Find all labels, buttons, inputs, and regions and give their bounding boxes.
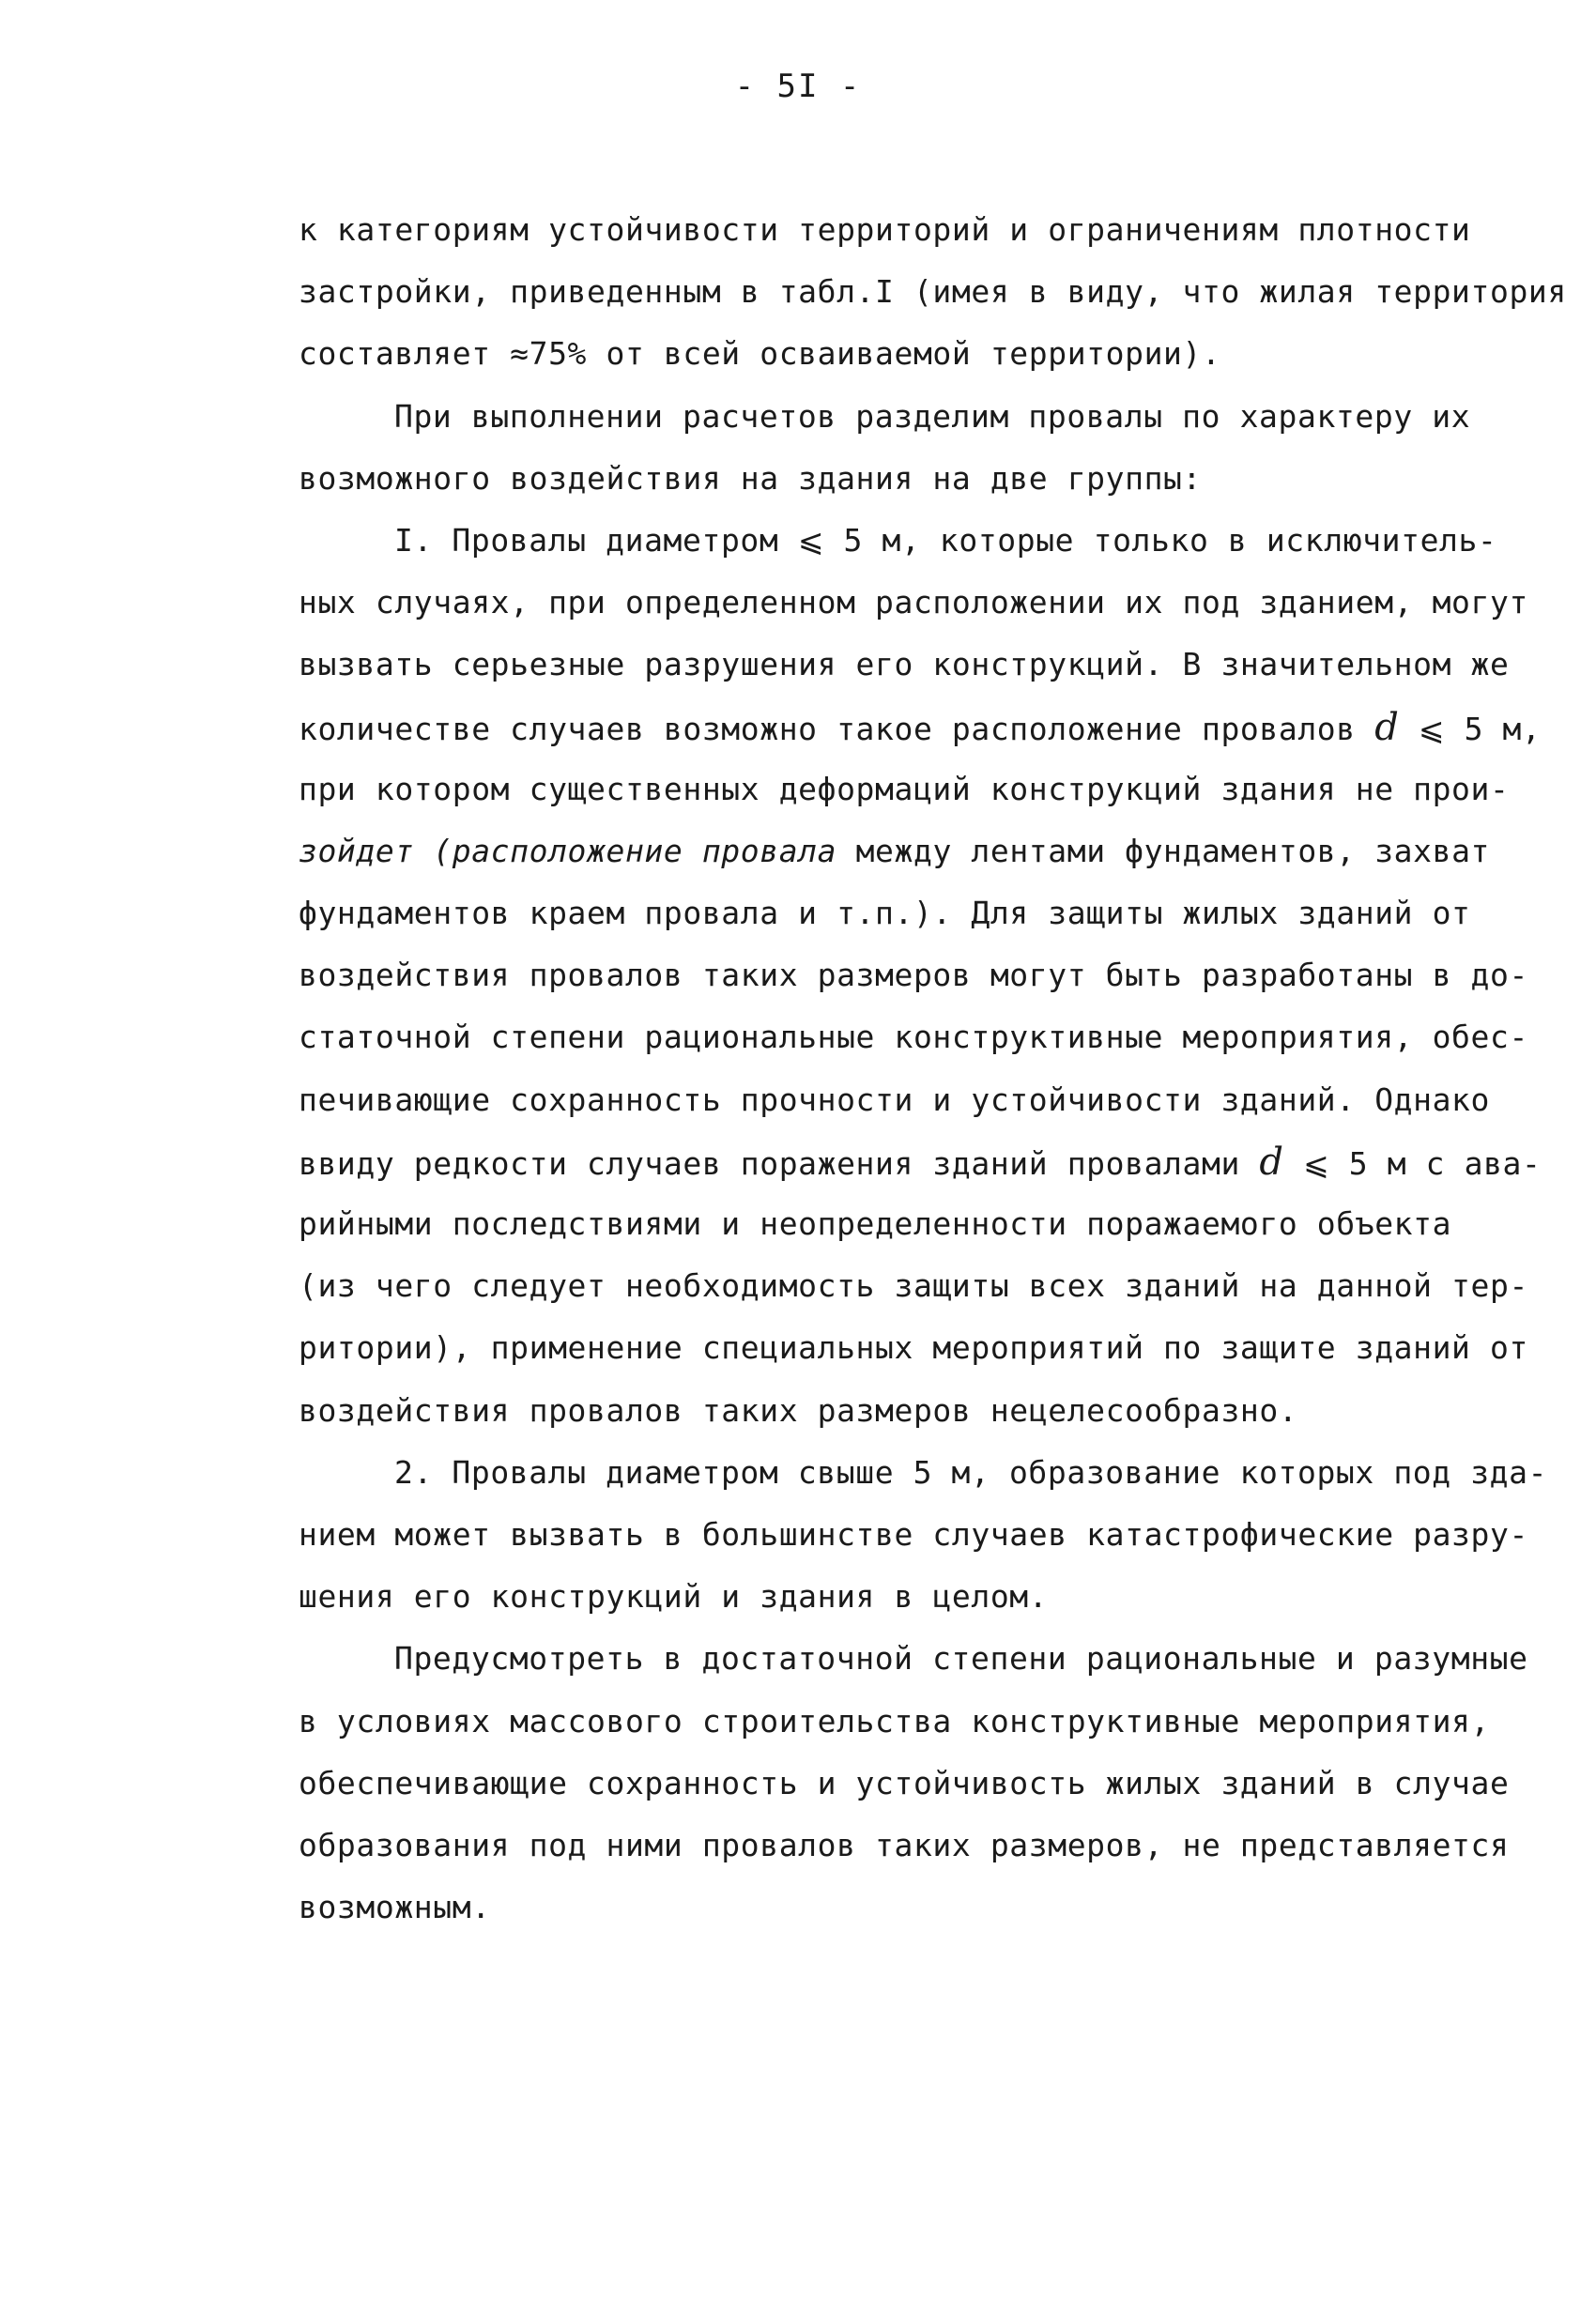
text-line: ритории), применение специальных мероприятий по защите зданий от — [299, 1329, 1528, 1367]
text-line — [299, 697, 1547, 759]
list-item-1-start: I. Провалы диаметром ⩽ 5 м, которые только в исключитель- — [394, 521, 1497, 559]
paragraph-start: Предусмотреть в достаточной степени рациональные и разумные — [394, 1640, 1528, 1678]
text-line: составляет ≈75% от всей осваиваемой территории). — [299, 335, 1221, 373]
body-text — [299, 199, 1567, 1939]
text-line: воздействия провалов таких размеров нецелесообразно. — [299, 1391, 1298, 1429]
text-line: возможным. — [299, 1889, 491, 1926]
text-line: в условиях массового строительства конструктивные мероприятия, — [299, 1702, 1490, 1740]
text-line — [299, 1131, 1547, 1193]
text-line: шения его конструкций и здания в целом. — [299, 1578, 1049, 1616]
text-segment: ⩽ 5 м, — [1399, 710, 1542, 747]
text-line: возможного воздействия на здания на две группы: — [299, 459, 1202, 497]
text-line: воздействия провалов таких размеров могут быть разработаны в до- — [299, 957, 1528, 994]
paragraph-start: При выполнении расчетов разделим провалы по характеру их — [394, 397, 1471, 435]
text-line: статочной степени рациональные конструктивные мероприятия, обес- — [299, 1019, 1528, 1056]
text-line: застройки, приведенным в табл.I (имея в виду, что жилая территория — [299, 273, 1567, 311]
text-line: фундаментов краем провала и т.п.). Для защиты жилых зданий от — [299, 895, 1471, 932]
diameter-symbol: d — [1259, 1140, 1284, 1184]
text-line: печивающие сохранность прочности и устойчивости зданий. Однако — [299, 1081, 1490, 1118]
text-segment: между лентами фундаментов, захват — [836, 832, 1491, 869]
diameter-symbol: d — [1374, 705, 1400, 749]
text-line: при котором существенных деформаций конструкций здания не прои- — [299, 770, 1510, 807]
text-line: обеспечивающие сохранность и устойчивость жилых зданий в случае — [299, 1764, 1510, 1801]
text-segment: ввиду редкости случаев поражения зданий провалами — [299, 1144, 1260, 1182]
page-number: - 5I - — [734, 68, 862, 105]
text-line — [299, 820, 1547, 882]
list-item-2-start: 2. Провалы диаметром свыше 5 м, образование которых под зда- — [394, 1453, 1548, 1491]
italic-segment: зойдет (расположение провала — [299, 832, 837, 869]
text-line: образования под ними провалов таких размеров, не представляется — [299, 1826, 1510, 1863]
text-line: нием может вызвать в большинстве случаев катастрофические разру- — [299, 1515, 1528, 1553]
text-line: рийными последствиями и неопределенности поражаемого объекта — [299, 1205, 1452, 1242]
text-segment: ⩽ 5 м с ава- — [1283, 1144, 1542, 1182]
text-line: (из чего следует необходимость защиты всех зданий на данной тер- — [299, 1267, 1528, 1305]
text-line: к категориям устойчивости территорий и ограничениям плотности — [299, 211, 1471, 248]
text-segment: количестве случаев возможно такое расположение провалов — [299, 710, 1375, 747]
text-line: вызвать серьезные разрушения его конструкций. В значительном же — [299, 646, 1510, 683]
text-line: ных случаях, при определенном расположении их под зданием, могут — [299, 584, 1528, 621]
